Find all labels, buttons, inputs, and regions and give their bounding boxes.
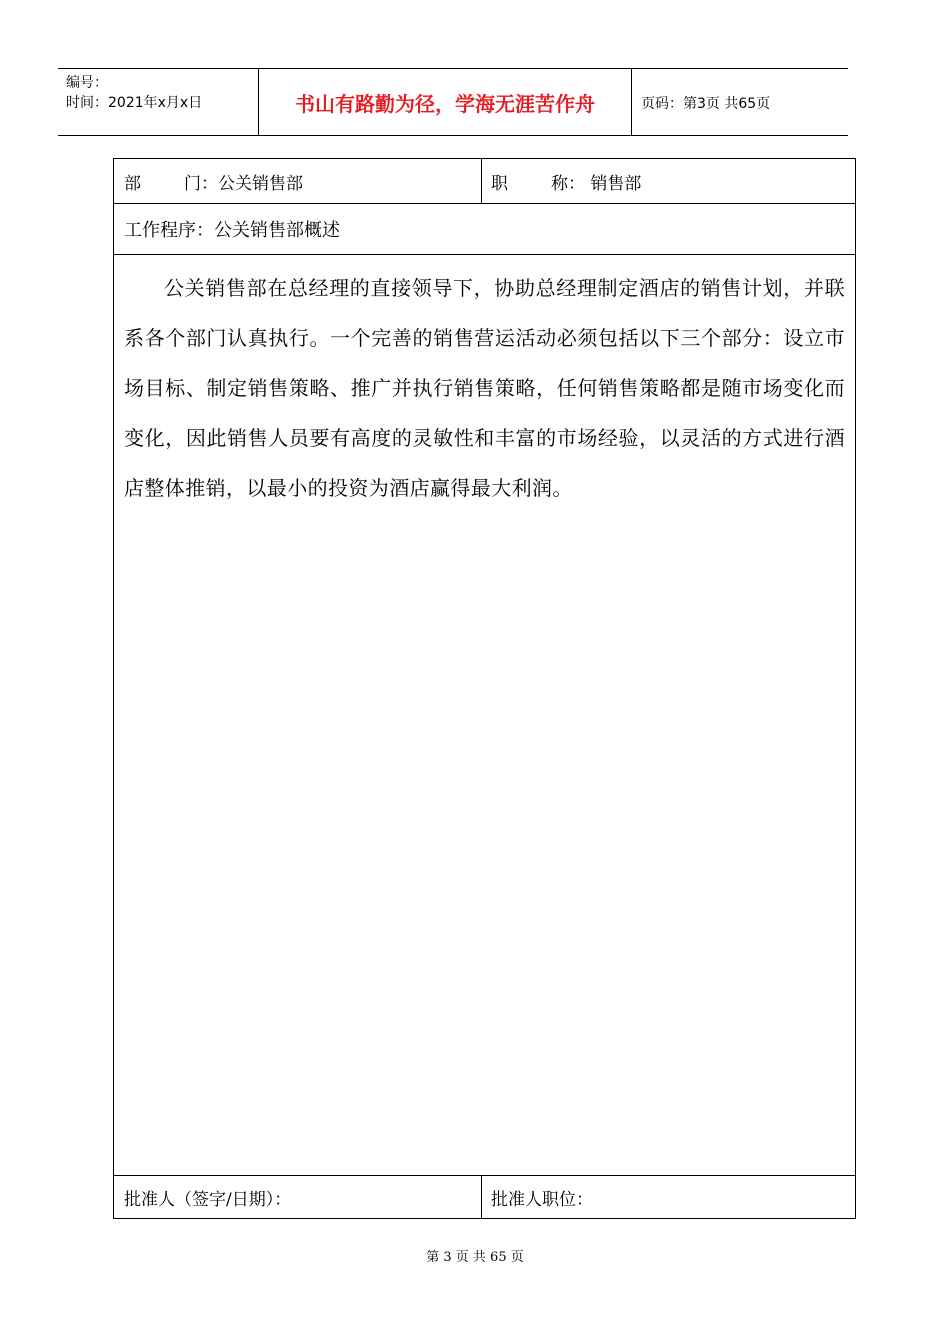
job-title-label: 职 xyxy=(491,173,508,194)
document-number-label: 编号： xyxy=(66,75,108,91)
approver-signature-label: 批准人（签字/日期）： xyxy=(124,1190,292,1210)
column-divider xyxy=(481,1176,482,1219)
job-title-field xyxy=(491,159,641,203)
header-divider xyxy=(631,69,632,135)
document-time-label: 时间：2021年x月x日 xyxy=(66,95,203,111)
header-page-info: 页码：第3页 共65页 xyxy=(641,96,771,112)
job-title-value: 称： 销售部 xyxy=(551,173,642,194)
form-row-procedure xyxy=(114,204,855,255)
form-row-department xyxy=(114,159,855,204)
page-header xyxy=(58,68,848,136)
department-field xyxy=(124,159,303,203)
page-footer: 第 3 页 共 65 页 xyxy=(426,1250,524,1265)
department-label: 部 xyxy=(124,173,141,194)
column-divider xyxy=(481,159,482,203)
form-row-approval xyxy=(114,1175,855,1219)
header-motto: 书山有路勤为径，学海无涯苦作舟 xyxy=(295,91,595,116)
procedure-title: 工作程序：公关销售部概述 xyxy=(124,220,340,241)
approver-position-label: 批准人职位： xyxy=(491,1190,593,1210)
procedure-form xyxy=(113,158,856,1219)
procedure-body-text: 公关销售部在总经理的直接领导下，协助总经理制定酒店的销售计划，并联系各个部门认真执行。一个完善的销售营运活动必须包括以下三个部分：设立市场目标、制定销售策略、推广并执行销售策略，任何销售策略都是随市场变化而变化，因此销售人员要有高度的灵敏性和丰富的市场经验，以灵活的方式进行酒店整体推销，以最小的投资为酒店赢得最大利润。 xyxy=(124,276,845,500)
header-meta xyxy=(66,73,202,113)
department-value: 门：公关销售部 xyxy=(184,173,303,194)
